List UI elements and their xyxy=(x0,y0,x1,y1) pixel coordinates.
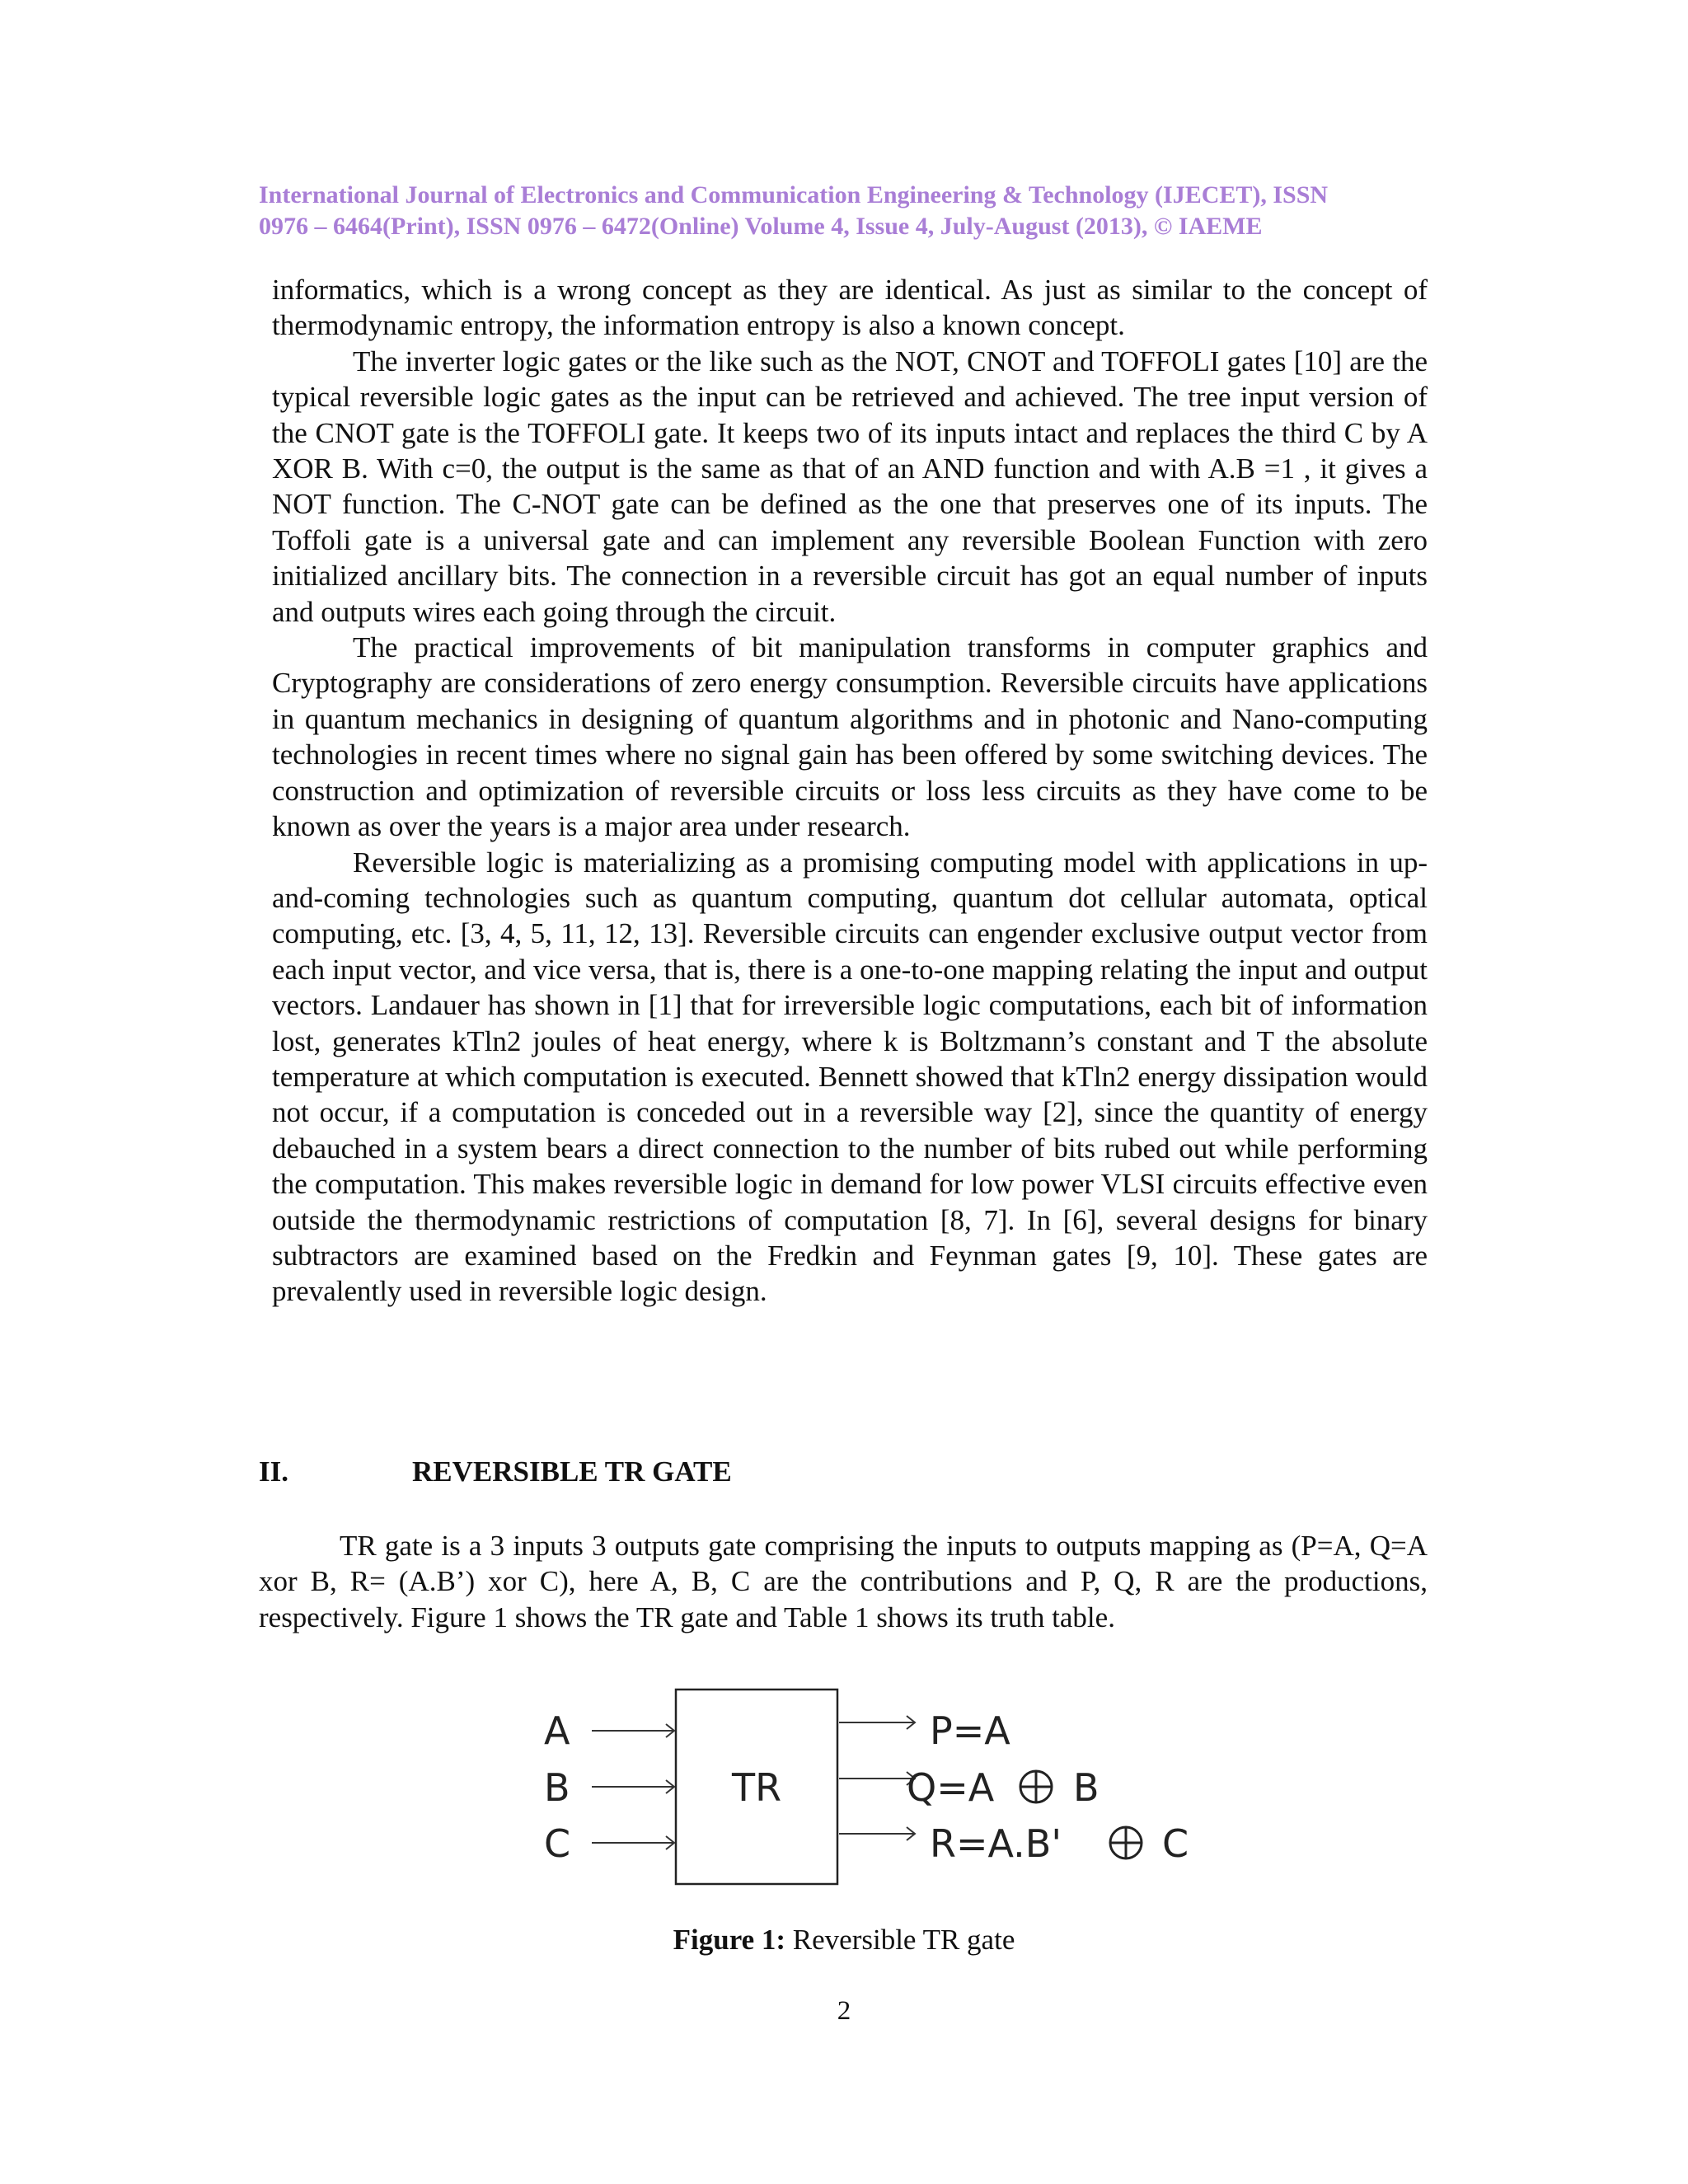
output-r-operand: C xyxy=(1162,1821,1189,1866)
tr-gate-diagram xyxy=(528,1685,1203,1912)
output-r-label: R=A.B' xyxy=(930,1821,1062,1866)
section-title: REVERSIBLE TR GATE xyxy=(412,1455,732,1488)
input-c-label: C xyxy=(544,1821,571,1866)
section-number: II. xyxy=(259,1455,288,1488)
output-q-operand: B xyxy=(1073,1765,1100,1810)
figure-caption-label: Figure 1: xyxy=(673,1924,786,1956)
paragraph-2: The inverter logic gates or the like such as the NOT, CNOT and TOFFOLI gates [10] are the typical reversible logic gates as the input can be retrieved and achieved. The tree input version of the CNOT gate is the TOFFOLI gate. It keeps two of its inputs intact and replaces the third C by A XOR B. With c=0, the output is the same as that of an AND function and with A.B =1 , it gives a NOT function. The C-NOT gate can be defined as the one that preserves one of its inputs. The Toffoli gate is a universal gate and can implement any reversible Boolean Function with zero initialized ancillary bits. The connection in a reversible circuit has got an equal number of inputs and outputs wires each going through the circuit. xyxy=(272,344,1428,628)
output-q-label: Q=A xyxy=(907,1765,995,1810)
paragraph-4: Reversible logic is materializing as a promising computing model with applications in up- and-coming technologies such as quantum computing, quantum dot cellular automata, optical computing, etc. [3, 4, 5, 11, 12, 13]. Reversible circuits can engender exclusive output vector from each input vector, and vice versa, that is, there is a one-to-one mapping relating the input and output vectors. Landauer has shown in [1] that for irreversible logic computations, each bit of information lost, generates kTln2 joules of heat energy, where k is Boltzmann’s constant and T the absolute temperature at which computation is executed. Bennett showed that kTln2 energy dissipation would not occur, if a computation is conceded out in a reversible way [2], since the quantity of energy debauched in a system bears a direct connection to the number of bits rubed out while performing the computation. This makes reversible logic in demand for low power VLSI circuits effective even outside the thermodynamic restrictions of computation [8, 7]. In [6], several designs for binary subtractors are examined based on the Fredkin and Feynman gates [9, 10]. These gates are prevalently used in reversible logic design. xyxy=(272,846,1428,1308)
input-a-label: A xyxy=(544,1708,570,1753)
xor-icon xyxy=(1020,1771,1052,1802)
input-b-label: B xyxy=(544,1765,570,1810)
body-text xyxy=(272,272,1428,1310)
journal-header-line-1: International Journal of Electronics and Communication Engineering & Technology (IJECET), ISSN xyxy=(259,181,1329,209)
figure-caption-text: Reversible TR gate xyxy=(785,1924,1015,1956)
section-text xyxy=(259,1528,1428,1635)
journal-header-line-2: 0976 – 6464(Print), ISSN 0976 – 6472(Online) Volume 4, Issue 4, July-August (2013), © IAEME xyxy=(259,213,1263,240)
page-number: 2 xyxy=(837,1996,851,2026)
tr-gate-label: TR xyxy=(731,1765,782,1810)
section-heading xyxy=(259,1454,732,1489)
xor-icon xyxy=(1110,1827,1142,1858)
figure-caption xyxy=(0,1922,1688,1957)
paragraph-3: The practical improvements of bit manipulation transforms in computer graphics and Cryptography are considerations of zero energy consumption. Reversible circuits have applications in quantum mechanics in designing of quantum algorithms and in photonic and Nano-computing technologies in recent times where no signal gain has been offered by some switching devices. The construction and optimization of reversible circuits or loss less circuits as they have come to be known as over the years is a major area under research. xyxy=(272,631,1428,843)
output-p-label: P=A xyxy=(930,1708,1010,1753)
journal-header xyxy=(259,180,1429,242)
output-arrows xyxy=(839,1716,915,1840)
input-arrows xyxy=(592,1724,674,1849)
tr-gate-figure xyxy=(528,1685,1203,1912)
paragraph-1: informatics, which is a wrong concept as they are identical. As just as similar to the concept of thermodynamic entropy, the information entropy is also a known concept. xyxy=(272,274,1428,342)
section-paragraph: TR gate is a 3 inputs 3 outputs gate comprising the inputs to outputs mapping as (P=A, Q=A xor B, R= (A.B’) xor C), here A, B, C are the contributions and P, Q, R are the productions, respectively. Figure 1 shows the TR gate and Table 1 shows its truth table. xyxy=(259,1530,1428,1633)
